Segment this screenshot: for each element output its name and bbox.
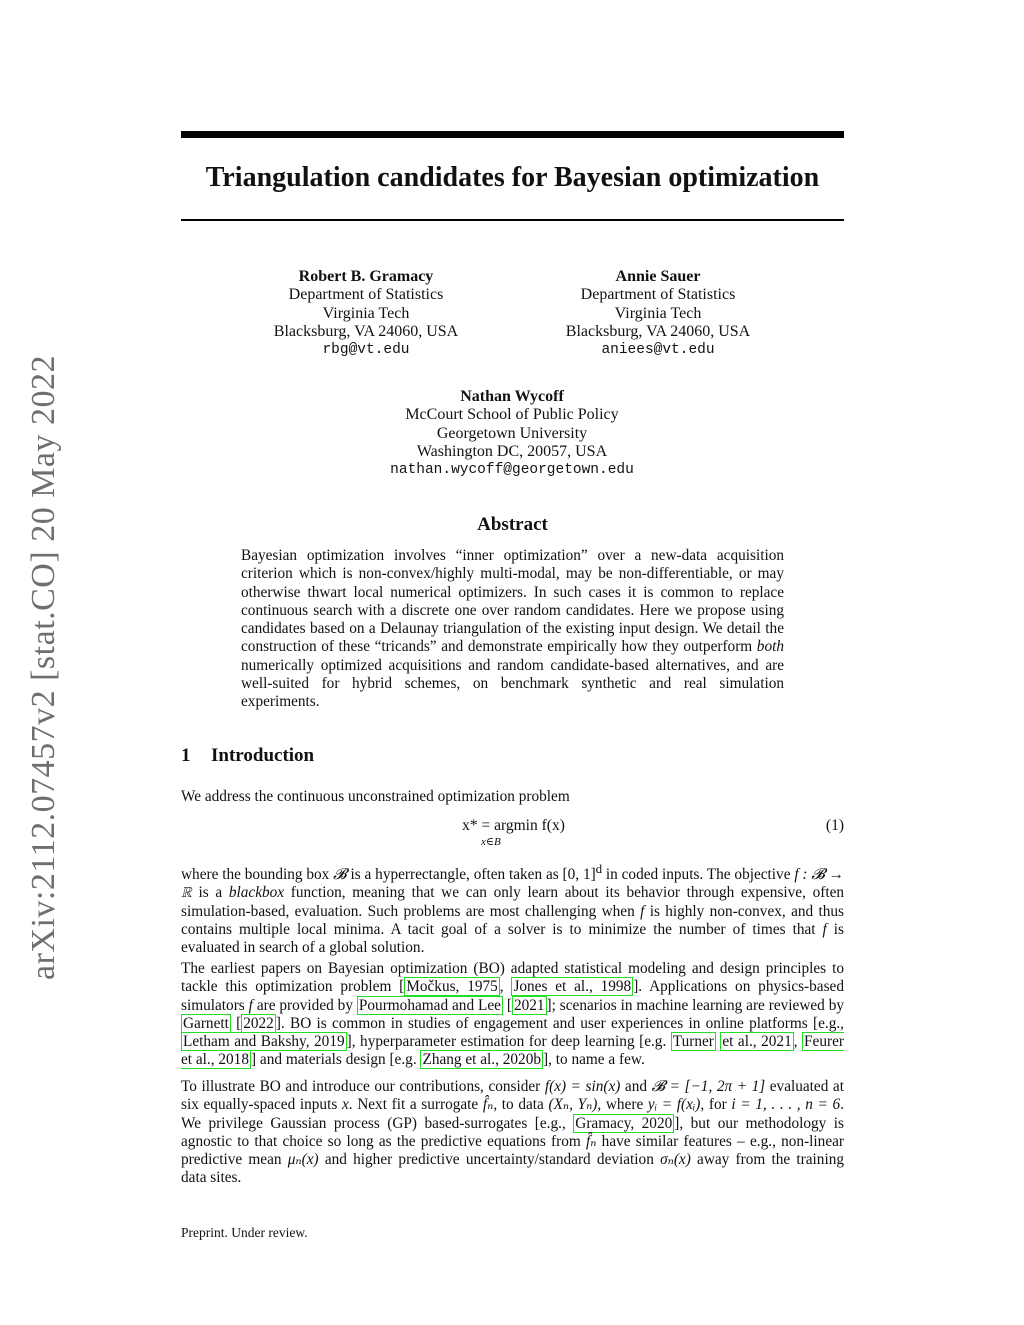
abstract-text: Bayesian optimization involves “inner optimization” over a new-data acquisition criterion which is non-convex/highly multi-modal, may be non-differentiable, or may otherwise thwart local numerical optimizers. In such cases it is common to replace continuous search with a discrete one over random candidates. Here we propose using candidates based on a Delaunay triangulation of the existing input design. We detail the construction of these “tricands” and demonstrate empirically how they outperform both numerically optimized acquisitions and random candidate-based alternatives, and are well-suited for hybrid schemes, on benchmark synthetic and real simulation experiments. [241, 547, 784, 711]
paragraph: To illustrate BO and introduce our contributions, consider f(x) = sin(x) and 𝓑 = [−1, 2π + 1] evaluated at six equally-spaced inputs x. Next fit a surrogate f̂ₙ, to data (Xₙ, Yₙ), where yᵢ = f(xᵢ), for i = 1, . . . , n = 6. We privilege Gaussian process (GP) based-surrogates [e.g., Gramacy, 2020 ], but our methodology is agnostic to that choice so long as the predictive equations from f̂ₙ have similar features – e.g., non-linear predictive mean μₙ(x) and higher predictive uncertainty/standard deviation σₙ(x) away from the training data sites. [181, 1078, 845, 1187]
author-name: Robert B. Gramacy [298, 268, 434, 285]
author-name: Nathan Wycoff [460, 388, 564, 405]
author-email[interactable]: aniees@vt.edu [601, 342, 715, 359]
paragraph: We address the continuous unconstrained optimization problem [181, 788, 570, 805]
author-email[interactable]: rbg@vt.edu [322, 342, 410, 359]
equation-subscript: x∈B [481, 836, 501, 848]
author-department: McCourt School of Public Policy [405, 406, 619, 424]
author-block [362, 388, 662, 479]
citation-link[interactable]: Gramacy, 2020 [575, 1114, 673, 1132]
title-rule-top [181, 131, 844, 138]
citation-link[interactable]: 2022 [243, 1014, 274, 1032]
author-address: Blacksburg, VA 24060, USA [565, 322, 751, 340]
paper-title: Triangulation candidates for Bayesian optimization [205, 162, 820, 193]
arxiv-identifier: arXiv:2112.07457v2 [stat.CO] 20 May 2022 [25, 354, 62, 980]
citation-link[interactable]: Pourmohamad and Lee [358, 996, 501, 1014]
author-email[interactable]: nathan.wycoff@georgetown.edu [390, 462, 634, 479]
author-institution: Georgetown University [436, 424, 588, 442]
author-address: Washington DC, 20057, USA [416, 442, 608, 460]
citation-link[interactable]: Garnett [183, 1014, 229, 1032]
equation-number: (1) [825, 817, 844, 834]
author-address: Blacksburg, VA 24060, USA [273, 322, 459, 340]
author-institution: Virginia Tech [614, 304, 702, 322]
section-heading [181, 745, 314, 767]
paragraph: The earliest papers on Bayesian optimization (BO) adapted statistical modeling and design principles to tackle this optimization problem [ Močkus, 1975 , Jones et al., 1998 ]. Applications on physics-based simulators f are provided by Pourmohamad and Lee [ 2021 ]; scenarios in machine learning are reviewed by Garnett [ 2022 ]. BO is common in studies of engagement and user experiences in online platforms [e.g., Letham and Bakshy, 2019 ], hyperparameter estimation for deep learning [e.g. Turner et al., 2021 , Feurer et al., 2018 ] and materials design [e.g. Zhang et al., 2020b ], to name a few. [181, 960, 845, 1069]
abstract-emphasis: both [756, 638, 784, 656]
title-rule-bottom [181, 219, 844, 221]
citation-link[interactable]: Močkus, 1975 [406, 978, 498, 996]
section-number: 1 [181, 745, 191, 766]
paragraph: where the bounding box 𝓑 is a hyperrectangle, often taken as [0, 1]$^d$ in coded inputs. The objective f : 𝓑 → ℝ is a blackbox function, meaning that we can only learn about its behavior through expensive, often simulation-based, evaluation. Such problems are most challenging when f is highly non-convex, and thus contains multiple local minima. A tacit goal of a solver is to minimize the number of times that f is evaluated in search of a global solution. [181, 862, 845, 957]
author-institution: Virginia Tech [322, 304, 410, 322]
author-name: Annie Sauer [615, 268, 701, 285]
abstract-heading: Abstract [477, 514, 548, 535]
author-block [236, 268, 496, 359]
author-department: Department of Statistics [288, 286, 444, 304]
citation-link[interactable]: Letham and Bakshy, 2019 [183, 1033, 345, 1051]
section-title: Introduction [211, 745, 315, 766]
citation-link[interactable]: Jones et al., 1998 [513, 978, 632, 996]
equation-body: x* = argmin f(x) [462, 817, 565, 834]
citation-link[interactable]: et al., 2021 [722, 1033, 792, 1051]
equation [181, 817, 844, 853]
author-department: Department of Statistics [580, 286, 736, 304]
citation-link[interactable]: Zhang et al., 2020b [422, 1051, 541, 1069]
page-footer: Preprint. Under review. [181, 1225, 308, 1240]
citation-link[interactable]: Feurer et al., 2018 [181, 1033, 844, 1069]
citation-link[interactable]: 2021 [513, 996, 545, 1014]
author-block [528, 268, 788, 359]
citation-link[interactable]: Turner [672, 1033, 714, 1051]
